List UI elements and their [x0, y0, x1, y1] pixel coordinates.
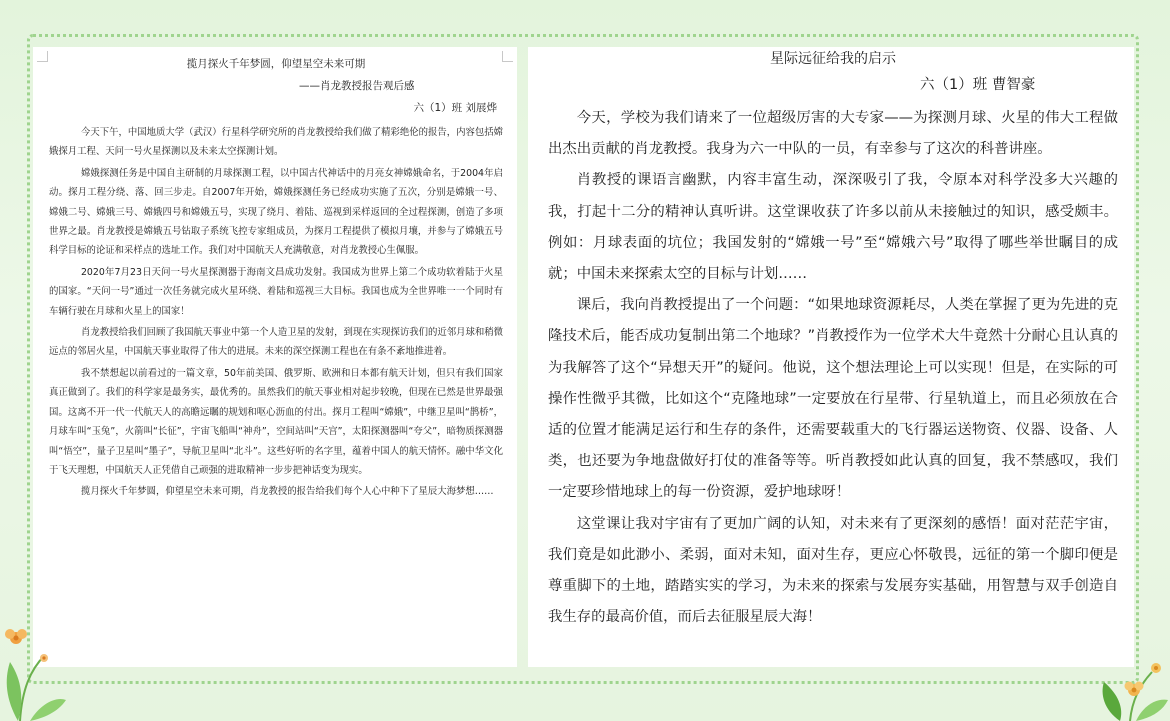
left-paragraph: 揽月探火千年梦圆，仰望星空未来可期，肖龙教授的报告给我们每个人心中种下了星辰大海梦想…… — [80, 486, 494, 498]
left-essay-subtitle: ——肖龙教授报告观后感 — [299, 80, 415, 92]
left-essay-author: 六（1）班 刘展烨 — [413, 102, 497, 114]
page-corner-mark — [502, 51, 513, 62]
leaf-flower-icon — [1090, 650, 1170, 721]
right-paragraph: 今天，学校为我们请来了一位超级厉害的大专家——为探测月球、火星的伟大工程做出杰出贡献的肖龙教授。我身为六一中队的一员，有幸参与了这次的科普讲座。 — [548, 110, 1118, 158]
left-paragraph: 我不禁想起以前看过的一篇文章，50年前美国、俄罗斯、欧洲和日本都有航天计划，但只有我们国家真正做到了。我们的科学家是最务实，最优秀的。虽然我们的航天事业相对起步较晚，但现在已然是世界最强国。这离不开一代一代航天人的高瞻远瞩的规划和呕心沥血的付出。探月工程叫“嫦娥”，中继卫星叫“鹊桥”，月球车叫“玉兔”，火箭叫“长征”，宇宙飞船叫“神舟”，空间站叫“天宫”，太阳探测器叫“夸父”，暗物质探测器叫“悟空”，量子卫星叫“墨子”，导航卫星叫“北斗”。这些好听的名字里，蕴着中国人的航天情怀。融中华文化于飞天理想，中国航天人正凭借自己顽强的进取精神一步步把神话变为现实。 — [49, 367, 503, 476]
right-essay-title: 星际远征给我的启示 — [770, 51, 896, 67]
right-document-page — [528, 47, 1134, 667]
right-essay-author: 六（1）班 曹智豪 — [920, 77, 1036, 93]
left-paragraph: 嫦娥探测任务是中国自主研制的月球探测工程，以中国古代神话中的月亮女神嫦娥命名，于2004年启动。探月工程分绕、落、回三步走。自2007年开始，嫦娥探测任务已经成功实施了五次，分别是嫦娥一号、嫦娥二号、嫦娥三号、嫦娥四号和嫦娥五号，实现了绕月、着陆、巡视到采样返回的全过程探测，创造了多项世界之最。肖龙教授是嫦娥五号钻取子系统飞控专家组成员，为探月工程提供了模拟月壤，并参与了嫦娥五号科学目标的论证和采样点的选址工作。我们对中国航天人充满敬意，对肖龙教授心生佩服。 — [49, 167, 503, 257]
right-paragraph: 课后，我向肖教授提出了一个问题：“如果地球资源耗尽，人类在掌握了更为先进的克隆技术后，能否成功复制出第二个地球？”肖教授作为一位学术大牛竟然十分耐心且认真的为我解答了这个“异想天开”的疑问。他说，这个想法理论上可以实现！但是，在实际的可操作性微乎其微，比如这个“克隆地球”一定要放在行星带、行星轨道上，而且必须放在合适的位置才能满足运行和生存的条件，还需要载重大的飞行器运送物资、仪器、设备、人类，也还要为争地盘做好打仗的准备等等。听肖教授如此认真的回复，我不禁感叹，我们一定要珍惜地球上的每一份资源，爱护地球呀！ — [548, 297, 1118, 501]
left-paragraph: 今天下午，中国地质大学（武汉）行星科学研究所的肖龙教授给我们做了精彩绝伦的报告，内容包括嫦娥探月工程、天问一号火星探测以及未来太空探测计划。 — [49, 127, 503, 158]
leaf-flower-icon — [0, 600, 70, 721]
left-paragraph: 2020年7月23日天问一号火星探测器于海南文昌成功发射。我国成为世界上第二个成功软着陆于火星的国家。“天问一号”通过一次任务就完成火星环绕、着陆和巡视三大目标。我国也成为全世界唯一一个同时有车辆行驶在月球和火星上的国家！ — [49, 266, 503, 317]
left-essay — [49, 55, 503, 502]
right-paragraph: 肖教授的课语言幽默，内容丰富生动，深深吸引了我，令原本对科学没多大兴趣的我，打起十二分的精神认真听讲。这堂课收获了许多以前从未接触过的知识，感受颇丰。例如：月球表面的坑位；我国发射的“嫦娥一号”至“嫦娥六号”取得了哪些举世瞩目的成就；中国未来探索太空的目标与计划…… — [548, 172, 1118, 283]
right-essay — [548, 49, 1118, 633]
right-paragraph: 这堂课让我对宇宙有了更加广阔的认知，对未来有了更深刻的感悟！面对茫茫宇宙，我们竟是如此渺小、柔弱，面对未知，面对生存，更应心怀敬畏，远征的第一个脚印便是尊重脚下的土地，踏踏实实的学习，为未来的探索与发展夯实基础，用智慧与双手创造自我生存的最高价值，而后去征服星辰大海！ — [548, 515, 1118, 626]
left-essay-title: 揽月探火千年梦圆，仰望星空未来可期 — [186, 58, 366, 70]
left-document-page — [33, 47, 517, 667]
left-paragraph: 肖龙教授给我们回顾了我国航天事业中第一个人造卫星的发射，到现在实现探访我们的近邻月球和稍微远点的邻居火星，中国航天事业取得了伟大的进展。未来的深空探测工程也在有条不紊地推进着。 — [49, 327, 503, 358]
page-corner-mark — [37, 51, 48, 62]
